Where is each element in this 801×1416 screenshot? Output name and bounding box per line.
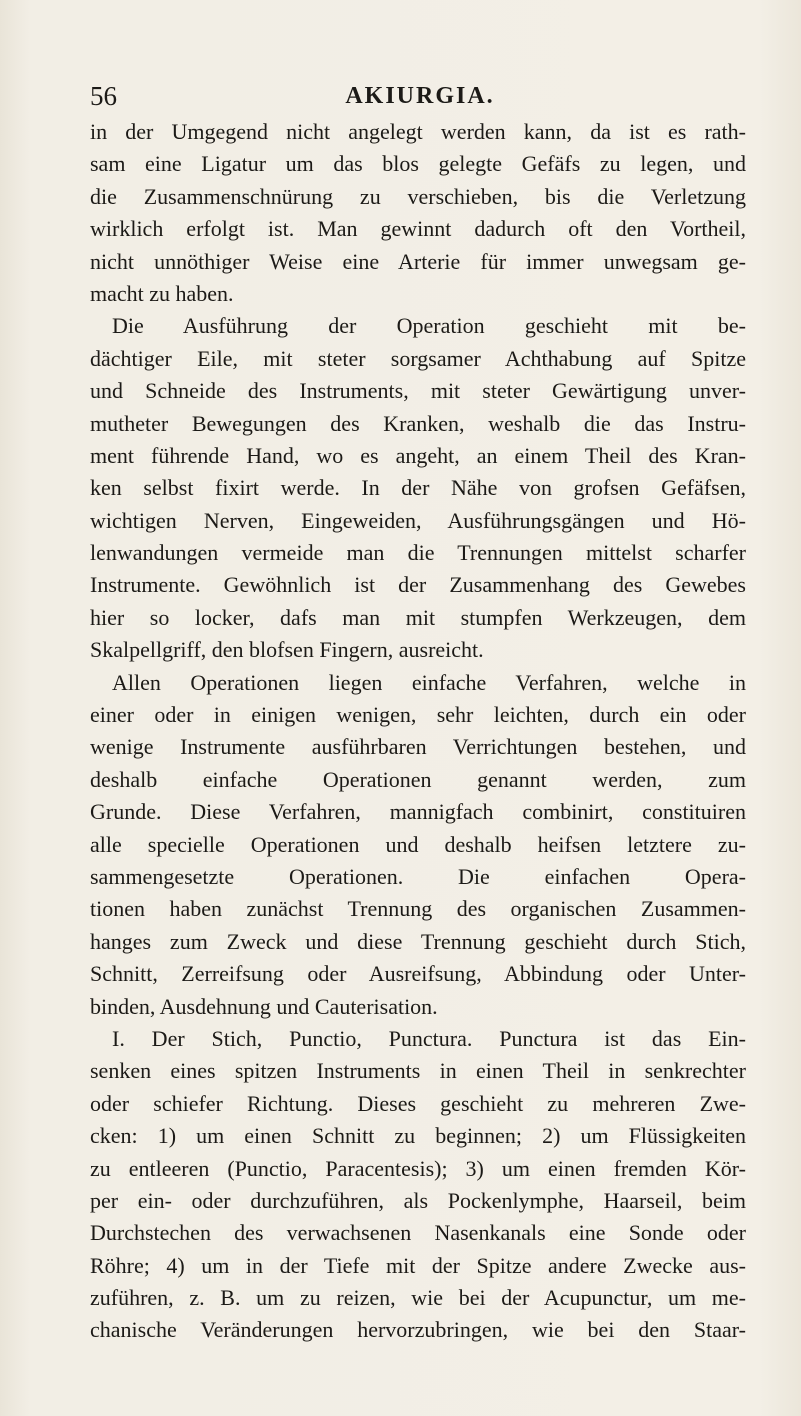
text-line: dächtiger Eile, mit steter sorgsamer Achthabung auf Spitze (90, 345, 746, 371)
text-line: zu entleeren (Punctio, Paracentesis); 3) um einen fremden Kör- (90, 1155, 746, 1181)
text-line: die Zusammenschnürung zu verschieben, bis die Verletzung (90, 183, 746, 209)
running-title: AKIURGIA. (345, 83, 495, 109)
text-line: sammengesetzte Operationen. Die einfachen Opera- (90, 863, 746, 889)
text-line: alle specielle Operationen und deshalb heifsen letztere zu- (90, 831, 746, 857)
text-line: Allen Operationen liegen einfache Verfahren, welche in (112, 669, 746, 695)
text-line: Schnitt, Zerreifsung oder Ausreifsung, Abbindung oder Unter- (90, 961, 746, 987)
text-line: zuführen, z. B. um zu reizen, wie bei der Acupunctur, um me- (90, 1285, 746, 1311)
text-line: binden, Ausdehnung und Cauterisation. (90, 993, 438, 1019)
text-line: in der Umgegend nicht angelegt werden kann, da ist es rath- (90, 119, 746, 144)
text-line: cken: 1) um einen Schnitt zu beginnen; 2) um Flüssigkeiten (90, 1123, 746, 1149)
text-line: Grunde. Diese Verfahren, mannigfach combinirt, constituiren (90, 799, 746, 825)
text-line: mutheter Bewegungen des Kranken, weshalb die das Instru- (90, 410, 746, 436)
text-line: senken eines spitzen Instruments in einen Theil in senkrechter (90, 1058, 746, 1084)
text-line: Instrumente. Gewöhnlich ist der Zusammenhang des Gewebes (90, 572, 746, 598)
text-line: Röhre; 4) um in der Tiefe mit der Spitze andere Zwecke aus- (90, 1252, 746, 1278)
text-line: einer oder in einigen wenigen, sehr leichten, durch ein oder (90, 702, 746, 728)
text-line: wichtigen Nerven, Eingeweiden, Ausführungsgängen und Hö- (90, 507, 746, 533)
text-line: wenige Instrumente ausführbaren Verrichtungen bestehen, und (90, 734, 746, 760)
text-line: nicht unnöthiger Weise eine Arterie für immer unwegsam ge- (90, 248, 746, 274)
text-line: Die Ausführung der Operation geschieht mit be- (112, 313, 746, 339)
text-line: sam eine Ligatur um das blos gelegte Gefäfs zu legen, und (90, 151, 746, 177)
text-line: ment führende Hand, wo es angeht, an einem Theil des Kran- (90, 442, 746, 468)
text-line: wirklich erfolgt ist. Man gewinnt dadurch oft den Vortheil, (90, 216, 746, 242)
text-line: hanges zum Zweck und diese Trennung geschieht durch Stich, (90, 928, 746, 954)
body-text (90, 116, 746, 1347)
text-line: oder schiefer Richtung. Dieses geschieht zu mehreren Zwe- (90, 1090, 746, 1116)
text-line: per ein- oder durchzuführen, als Pockenlymphe, Haarseil, beim (90, 1187, 746, 1213)
text-line: und Schneide des Instruments, mit steter Gewärtigung unver- (90, 378, 746, 404)
text-line: Durchstechen des verwachsenen Nasenkanals eine Sonde oder (90, 1220, 746, 1246)
text-line: lenwandungen vermeide man die Trennungen mittelst scharfer (90, 540, 746, 566)
text-line: deshalb einfache Operationen genannt werden, zum (90, 766, 746, 792)
text-line: chanische Veränderungen hervorzubringen, wie bei den Staar- (90, 1317, 746, 1343)
text-line: tionen haben zunächst Trennung des organischen Zusammen- (90, 896, 746, 922)
text-line: I. Der Stich, Punctio, Punctura. Punctura ist das Ein- (112, 1025, 746, 1051)
text-line: macht zu haben. (90, 280, 234, 306)
page-header (90, 78, 750, 114)
text-line: Skalpellgriff, den blofsen Fingern, ausreicht. (90, 637, 484, 663)
text-line: ken selbst fixirt werde. In der Nähe von grofsen Gefäfsen, (90, 475, 746, 501)
page-number: 56 (90, 81, 117, 111)
text-line: hier so locker, dafs man mit stumpfen Werkzeugen, dem (90, 604, 746, 630)
